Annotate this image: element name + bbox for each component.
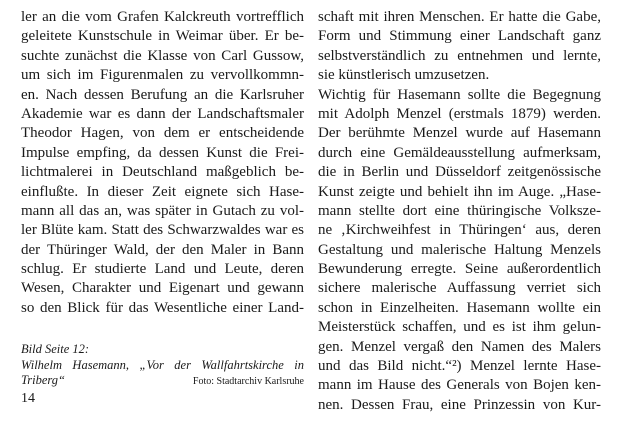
text-line: lichtmalerei in Deutschland maßgeblich be- — [21, 164, 304, 181]
text-line: mann im Hause des Generals von Bojen ken- — [318, 377, 601, 394]
text-line: Bewunderung erregte. Seine außerordentlich — [318, 261, 601, 278]
text-line: suchte zunächst die Klasse von Carl Gussow, — [21, 47, 304, 64]
text-line: ler Blüte kam. Statt des Schwarzwaldes war es — [21, 222, 304, 239]
caption-heading: Bild Seite 12: — [21, 342, 90, 356]
text-line: mann all das an, was später in Gutach zu vol- — [21, 202, 304, 219]
caption-title-end: Triberg“ — [21, 373, 66, 387]
text-line: sie künstlerisch umzusetzen. — [318, 67, 490, 84]
text-line: sichere malerische Auffassung verriet sich — [318, 280, 601, 297]
text-line: der Thüringer Wald, der den Maler in Bann — [21, 241, 304, 258]
text-line: schon in Einzelheiten. Hasemann wollte ein — [318, 299, 601, 316]
text-line: en. Nach dessen Berufung an die Karlsruher — [21, 86, 304, 103]
text-line: nen. Dessen Frau, eine Prinzessin von Kur- — [318, 396, 601, 413]
text-line: Akademie war es dann der Landschaftsmaler — [21, 105, 304, 122]
image-caption — [21, 342, 304, 390]
text-line: Gestaltung und malerische Haltung Menzels — [318, 241, 601, 258]
text-line: schaft mit ihren Menschen. Er hatte die Gabe, — [318, 9, 601, 25]
text-line: einflußte. In dieser Zeit eignete sich Hase- — [21, 183, 304, 200]
text-line: geleitete Kunstschule in Weimar über. Er be- — [21, 28, 304, 45]
text-line: ler an die vom Grafen Kalckreuth vortrefflich — [21, 9, 304, 25]
right-text-column — [318, 8, 601, 415]
text-line: ne ‚Kirchweihfest in Thüringen‘ aus, deren — [318, 222, 601, 239]
text-line: die in Berlin und Düsseldorf zeitgenössische — [318, 164, 601, 181]
text-line: Form und Stimmung einer Landschaft ganz — [318, 28, 601, 45]
text-line: und das Bild nicht.“²) Menzel lernte Hase- — [318, 358, 601, 375]
photo-credit: Foto: Stadtarchiv Karlsruhe — [192, 376, 304, 387]
text-line: mann stellte dort eine thüringische Volksze- — [318, 202, 601, 219]
text-line: Wichtig für Hasemann sollte die Begegnung — [318, 86, 601, 103]
text-line: um sich im Figurenmalen zu vervollkommn- — [21, 67, 304, 84]
text-line: Der berühmte Menzel wurde auf Hasemann — [318, 125, 601, 142]
left-text-column — [21, 8, 304, 318]
text-line: gen. Menzel vergaß den Namen des Malers — [318, 338, 601, 355]
text-line: Kunst zeigte und behielt ihn im Auge. „Hase- — [318, 183, 601, 200]
text-line: Wesen, Charakter und Eigenart und gewann — [21, 280, 304, 297]
text-line: selbstverständlich zu entnehmen und lernte, — [318, 47, 601, 64]
text-line: Meisterstück schaffen, und es ist ihm gelun- — [318, 319, 601, 336]
caption-title: Wilhelm Hasemann, „Vor der Wallfahrtskirche in — [21, 357, 304, 372]
text-line: Impulse empfing, da dessen Kunst die Frei- — [21, 144, 304, 161]
text-line: schlug. Er studierte Land und Leute, deren — [21, 261, 304, 278]
text-line: so den Blick für das Wesentliche einer Land- — [21, 299, 304, 316]
page-number: 14 — [21, 391, 35, 406]
text-line: Theodor Hagen, von dem er entscheidende — [21, 125, 304, 142]
text-line: mit Adolph Menzel (erstmals 1879) werden. — [318, 105, 601, 122]
text-line: durch eine Gemäldeausstellung aufmerksam, — [318, 144, 601, 161]
